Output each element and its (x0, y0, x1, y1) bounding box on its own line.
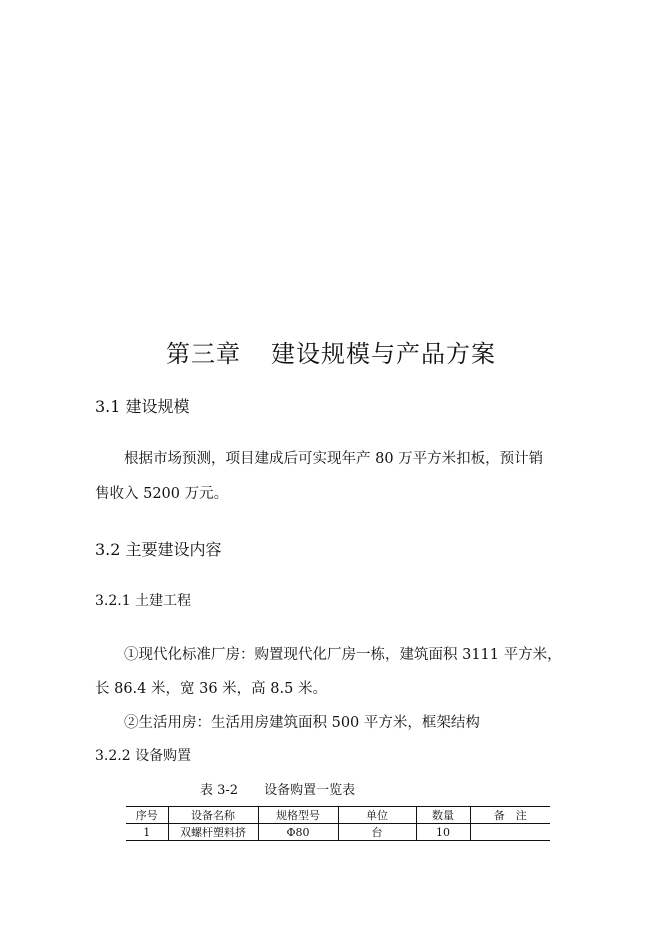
header-unit: 单位 (338, 807, 416, 824)
section-3-1-paragraph-line1: 根据市场预测，项目建成后可实现年产 80 万平方米扣板，预计销 (124, 451, 544, 467)
header-remarks: 备 注 (470, 807, 550, 824)
section-3-1-paragraph-line2: 售收入 5200 万元。 (95, 486, 229, 502)
chapter-number: 第三章 (166, 340, 241, 368)
item-living-quarters: ②生活用房：生活用房建筑面积 500 平方米，框架结构 (124, 715, 480, 731)
header-equipment-name: 设备名称 (168, 807, 258, 824)
cell-quantity: 10 (416, 824, 470, 841)
item-factory-line2: 长 86.4 米，宽 36 米，高 8.5 米。 (95, 681, 327, 697)
section-3-2-1-heading: 3.2.1 土建工程 (95, 593, 192, 609)
chapter-title (0, 334, 662, 369)
header-quantity: 数量 (416, 807, 470, 824)
cell-spec-model: Φ80 (258, 824, 338, 841)
item-factory-line1: ①现代化标准厂房：购置现代化厂房一栋，建筑面积 3111 平方米， (124, 647, 562, 663)
equipment-table (126, 806, 550, 841)
table-caption (200, 779, 355, 798)
cell-unit: 台 (338, 824, 416, 841)
table-row (126, 824, 550, 841)
cell-remarks (470, 824, 550, 841)
section-3-2-heading: 3.2 主要建设内容 (95, 540, 222, 559)
table-caption-title: 设备购置一览表 (264, 783, 356, 798)
section-3-2-2-heading: 3.2.2 设备购置 (95, 748, 192, 764)
table-caption-number: 表 3-2 (200, 783, 239, 798)
cell-seq: 1 (126, 824, 168, 841)
section-3-1-heading: 3.1 建设规模 (95, 397, 190, 416)
chapter-name: 建设规模与产品方案 (271, 340, 496, 368)
header-seq: 序号 (126, 807, 168, 824)
cell-equipment-name: 双螺杆塑料挤 (168, 824, 258, 841)
table-header-row (126, 807, 550, 824)
header-spec-model: 规格型号 (258, 807, 338, 824)
